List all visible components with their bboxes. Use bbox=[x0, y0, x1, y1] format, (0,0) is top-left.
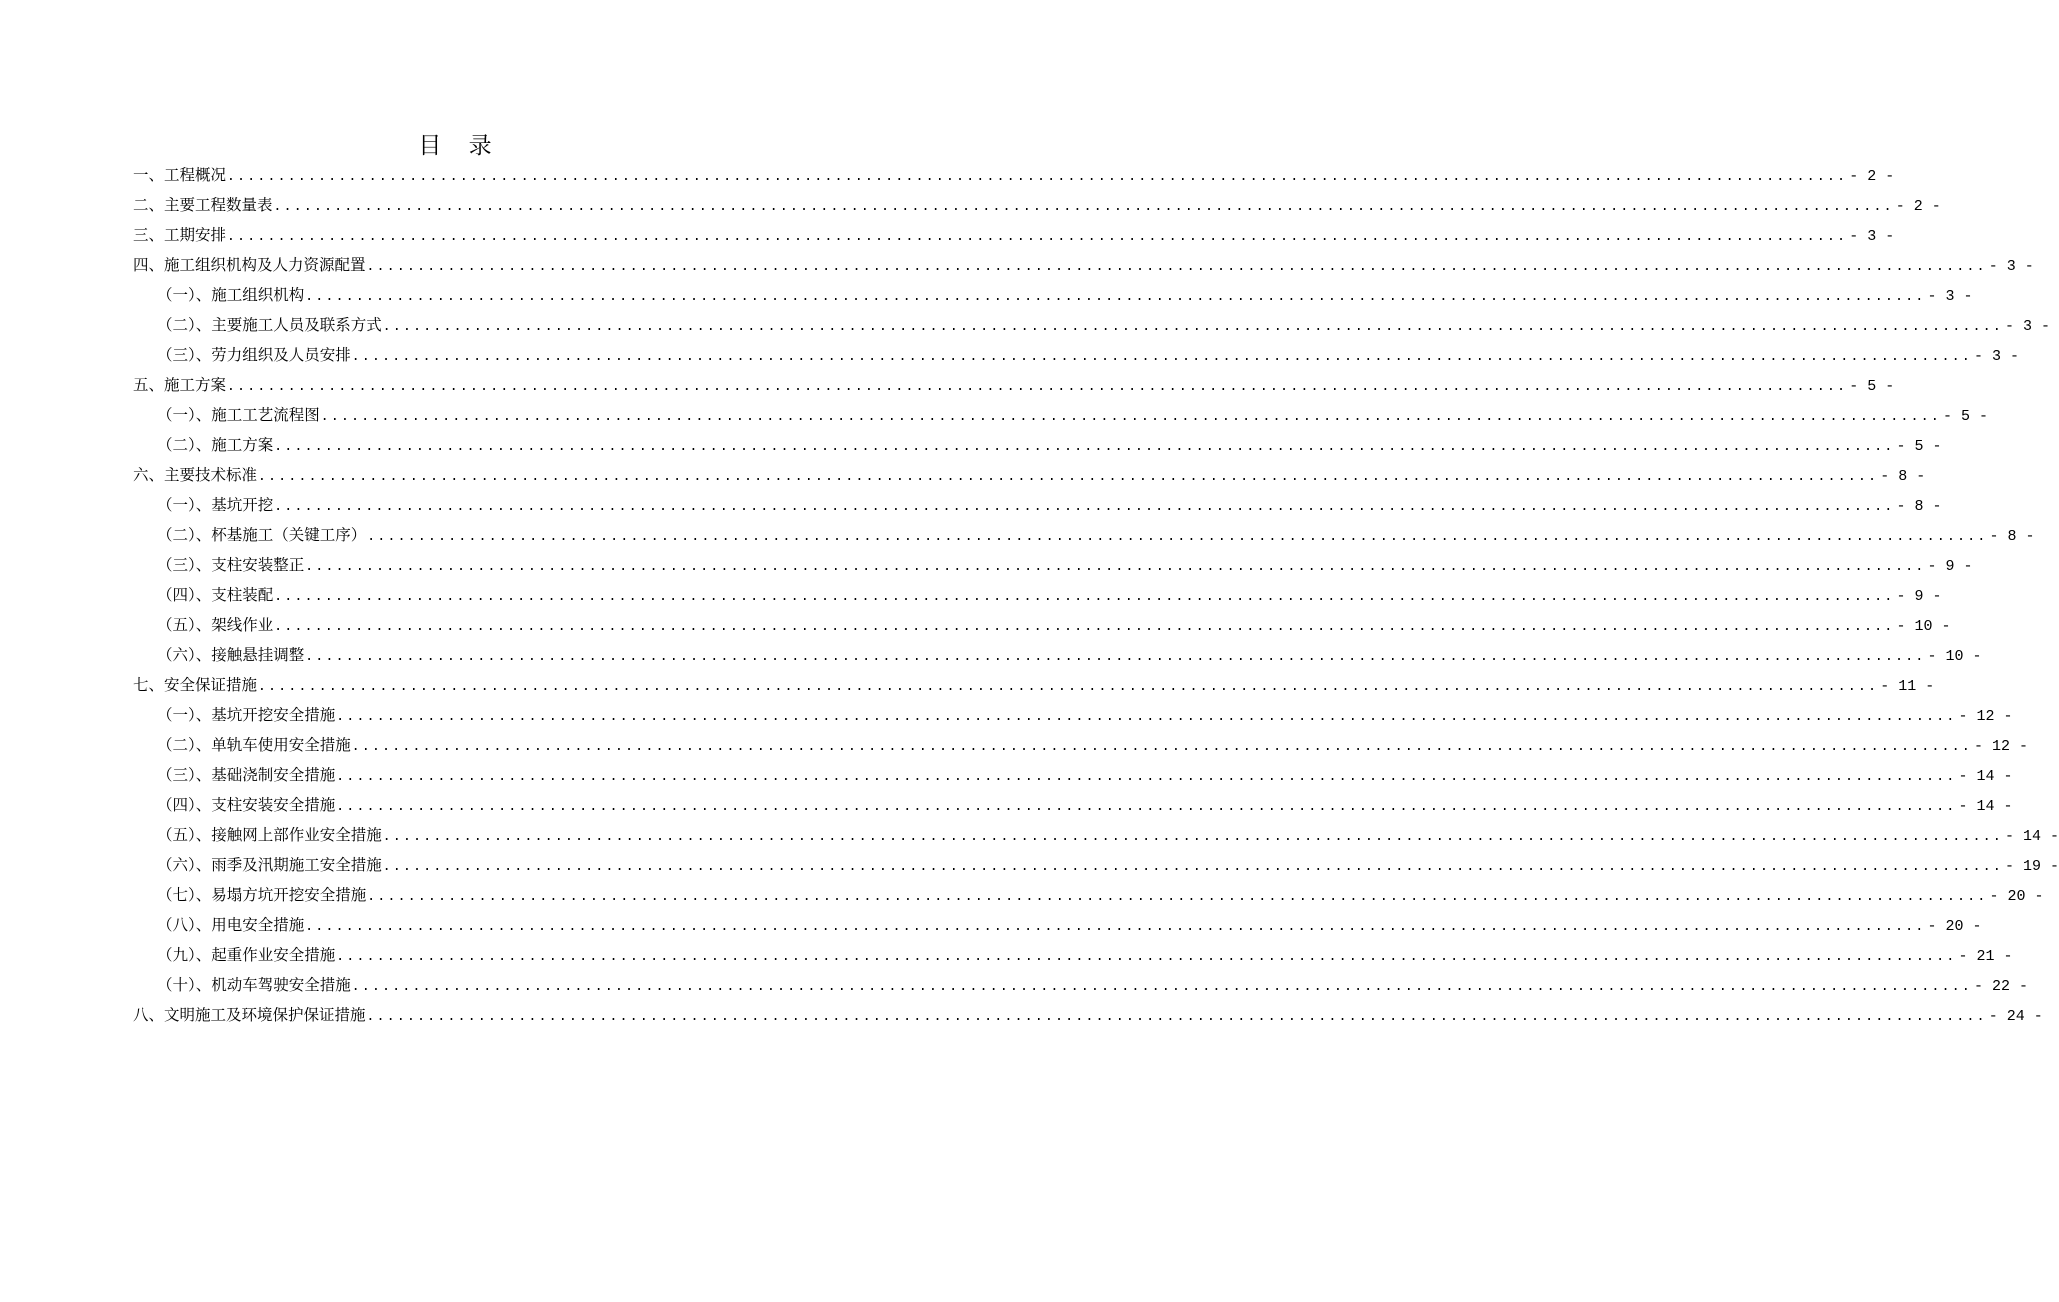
toc-entry-label: （五）、架线作业 bbox=[157, 616, 274, 634]
toc-entry-page: - 21 - bbox=[1958, 948, 2013, 965]
toc-dot-leader: ................................................................................................................................................................ bbox=[320, 409, 1942, 424]
toc-dot-leader: ................................................................................................................................................................ bbox=[258, 469, 1879, 484]
toc-entry-page: - 12 - bbox=[1974, 738, 2029, 755]
toc-dot-leader: ................................................................................................................................................................ bbox=[274, 439, 1895, 454]
toc-dot-leader: ................................................................................................................................................................ bbox=[367, 889, 1988, 904]
toc-entry-label: （一）、施工组织机构 bbox=[157, 286, 305, 304]
toc-entry[interactable] bbox=[133, 640, 1982, 670]
toc-entry-label: 一、工程概况 bbox=[133, 166, 227, 184]
toc-entry-label: （四）、支柱装配 bbox=[157, 586, 274, 604]
toc-entry[interactable] bbox=[133, 310, 2051, 340]
toc-entry-page: - 3 - bbox=[1849, 228, 1895, 245]
toc-dot-leader: ................................................................................................................................................................ bbox=[366, 1009, 1987, 1024]
toc-dot-leader: ................................................................................................................................................................ bbox=[305, 649, 1926, 664]
toc-entry-page: - 2 - bbox=[1849, 168, 1895, 185]
toc-entry[interactable] bbox=[133, 820, 2059, 850]
toc-entry[interactable] bbox=[133, 190, 1941, 220]
toc-entry[interactable] bbox=[133, 430, 1942, 460]
toc-entry-page: - 9 - bbox=[1927, 558, 1973, 575]
toc-entry[interactable] bbox=[133, 610, 1951, 640]
toc-entry-label: 六、主要技术标准 bbox=[133, 466, 258, 484]
toc-entry-label: （十）、机动车驾驶安全措施 bbox=[157, 976, 351, 994]
toc-entry[interactable] bbox=[133, 340, 2020, 370]
toc-entry-page: - 3 - bbox=[1927, 288, 1973, 305]
toc-entry[interactable] bbox=[133, 760, 2013, 790]
toc-entry[interactable] bbox=[133, 370, 1895, 400]
toc-entry-page: - 14 - bbox=[1958, 798, 2013, 815]
toc-dot-leader: ................................................................................................................................................................ bbox=[305, 289, 1926, 304]
toc-list bbox=[133, 160, 2059, 1030]
toc-entry-label: （八）、用电安全措施 bbox=[157, 916, 305, 934]
toc-entry-page: - 3 - bbox=[1974, 348, 2020, 365]
toc-entry[interactable] bbox=[133, 460, 1926, 490]
toc-dot-leader: ................................................................................................................................................................ bbox=[366, 259, 1987, 274]
toc-entry[interactable] bbox=[133, 1000, 2043, 1030]
toc-entry-label: （二）、单轨车使用安全措施 bbox=[157, 736, 351, 754]
toc-entry-label: 八、文明施工及环境保护保证措施 bbox=[133, 1006, 366, 1024]
toc-entry-page: - 10 - bbox=[1896, 618, 1951, 635]
toc-dot-leader: ................................................................................................................................................................ bbox=[305, 559, 1926, 574]
toc-entry[interactable] bbox=[133, 970, 2029, 1000]
toc-entry-page: - 3 - bbox=[1988, 258, 2034, 275]
toc-entry-page: - 19 - bbox=[2005, 858, 2059, 875]
toc-dot-leader: ................................................................................................................................................................ bbox=[367, 529, 1988, 544]
toc-entry-label: （一）、基坑开挖安全措施 bbox=[157, 706, 336, 724]
toc-entry-page: - 9 - bbox=[1896, 588, 1942, 605]
toc-dot-leader: ................................................................................................................................................................ bbox=[382, 829, 2004, 844]
toc-entry-label: 五、施工方案 bbox=[133, 376, 227, 394]
toc-entry-label: （六）、雨季及汛期施工安全措施 bbox=[157, 856, 382, 874]
toc-entry-page: - 5 - bbox=[1943, 408, 1989, 425]
toc-entry[interactable] bbox=[133, 670, 1935, 700]
toc-entry-page: - 14 - bbox=[1958, 768, 2013, 785]
toc-dot-leader: ................................................................................................................................................................ bbox=[336, 799, 1957, 814]
toc-entry[interactable] bbox=[133, 940, 2013, 970]
toc-entry-page: - 8 - bbox=[1880, 468, 1926, 485]
toc-entry-page: - 5 - bbox=[1849, 378, 1895, 395]
toc-entry-label: 四、施工组织机构及人力资源配置 bbox=[133, 256, 366, 274]
toc-dot-leader: ................................................................................................................................................................ bbox=[274, 619, 1895, 634]
toc-entry[interactable] bbox=[133, 580, 1942, 610]
toc-dot-leader: ................................................................................................................................................................ bbox=[382, 859, 2004, 874]
toc-dot-leader: ................................................................................................................................................................ bbox=[305, 919, 1926, 934]
toc-entry-page: - 22 - bbox=[1974, 978, 2029, 995]
toc-entry-label: （二）、施工方案 bbox=[157, 436, 274, 454]
toc-entry-page: - 2 - bbox=[1895, 198, 1941, 215]
toc-entry[interactable] bbox=[133, 490, 1942, 520]
toc-entry-page: - 10 - bbox=[1927, 648, 1982, 665]
toc-entry[interactable] bbox=[133, 850, 2059, 880]
toc-entry-page: - 8 - bbox=[1896, 498, 1942, 515]
toc-entry-page: - 8 - bbox=[1989, 528, 2035, 545]
toc-entry[interactable] bbox=[133, 250, 2034, 280]
toc-dot-leader: ................................................................................................................................................................ bbox=[274, 499, 1895, 514]
toc-entry-label: （三）、劳力组织及人员安排 bbox=[157, 346, 351, 364]
toc-dot-leader: ................................................................................................................................................................ bbox=[258, 679, 1879, 694]
toc-entry-label: （二）、杯基施工（关键工序） bbox=[157, 526, 367, 544]
toc-entry[interactable] bbox=[133, 790, 2013, 820]
toc-entry-label: （九）、起重作业安全措施 bbox=[157, 946, 336, 964]
toc-entry-page: - 20 - bbox=[1989, 888, 2044, 905]
toc-dot-leader: ................................................................................................................................................................ bbox=[336, 949, 1957, 964]
toc-entry[interactable] bbox=[133, 880, 2044, 910]
toc-dot-leader: ................................................................................................................................................................ bbox=[336, 769, 1957, 784]
toc-entry[interactable] bbox=[133, 730, 2029, 760]
toc-dot-leader: ................................................................................................................................................................ bbox=[351, 739, 1973, 754]
toc-entry[interactable] bbox=[133, 700, 2013, 730]
toc-entry-page: - 24 - bbox=[1988, 1008, 2043, 1025]
toc-entry[interactable] bbox=[133, 220, 1895, 250]
toc-entry-page: - 5 - bbox=[1896, 438, 1942, 455]
toc-dot-leader: ................................................................................................................................................................ bbox=[227, 169, 1848, 184]
toc-entry[interactable] bbox=[133, 520, 2035, 550]
toc-entry-label: （五）、接触网上部作业安全措施 bbox=[157, 826, 382, 844]
toc-entry-page: - 12 - bbox=[1958, 708, 2013, 725]
toc-entry-label: （一）、基坑开挖 bbox=[157, 496, 274, 514]
toc-entry-label: 七、安全保证措施 bbox=[133, 676, 258, 694]
toc-entry[interactable] bbox=[133, 280, 1973, 310]
toc-entry-page: - 3 - bbox=[2005, 318, 2051, 335]
toc-entry-label: 三、工期安排 bbox=[133, 226, 227, 244]
toc-dot-leader: ................................................................................................................................................................ bbox=[227, 229, 1848, 244]
toc-entry[interactable] bbox=[133, 550, 1973, 580]
toc-dot-leader: ................................................................................................................................................................ bbox=[351, 349, 1973, 364]
toc-dot-leader: ................................................................................................................................................................ bbox=[382, 319, 2004, 334]
toc-entry-label: （三）、基础浇制安全措施 bbox=[157, 766, 336, 784]
toc-dot-leader: ................................................................................................................................................................ bbox=[227, 379, 1848, 394]
toc-dot-leader: ................................................................................................................................................................ bbox=[351, 979, 1973, 994]
toc-entry-label: （三）、支柱安装整正 bbox=[157, 556, 305, 574]
toc-entry-label: （四）、支柱安装安全措施 bbox=[157, 796, 336, 814]
toc-entry-label: （六）、接触悬挂调整 bbox=[157, 646, 305, 664]
toc-dot-leader: ................................................................................................................................................................ bbox=[336, 709, 1957, 724]
toc-dot-leader: ................................................................................................................................................................ bbox=[273, 199, 1894, 214]
toc-entry-page: - 14 - bbox=[2005, 828, 2059, 845]
toc-entry-label: 二、主要工程数量表 bbox=[133, 196, 273, 214]
toc-entry-label: （一）、施工工艺流程图 bbox=[157, 406, 320, 424]
toc-entry-label: （七）、易塌方坑开挖安全措施 bbox=[157, 886, 367, 904]
toc-entry[interactable] bbox=[133, 910, 1982, 940]
toc-entry-page: - 11 - bbox=[1880, 678, 1935, 695]
toc-entry-page: - 20 - bbox=[1927, 918, 1982, 935]
toc-title: 目 录 bbox=[418, 133, 502, 159]
toc-dot-leader: ................................................................................................................................................................ bbox=[274, 589, 1895, 604]
toc-entry[interactable] bbox=[133, 160, 1895, 190]
toc-entry[interactable] bbox=[133, 400, 1989, 430]
toc-entry-label: （二）、主要施工人员及联系方式 bbox=[157, 316, 382, 334]
